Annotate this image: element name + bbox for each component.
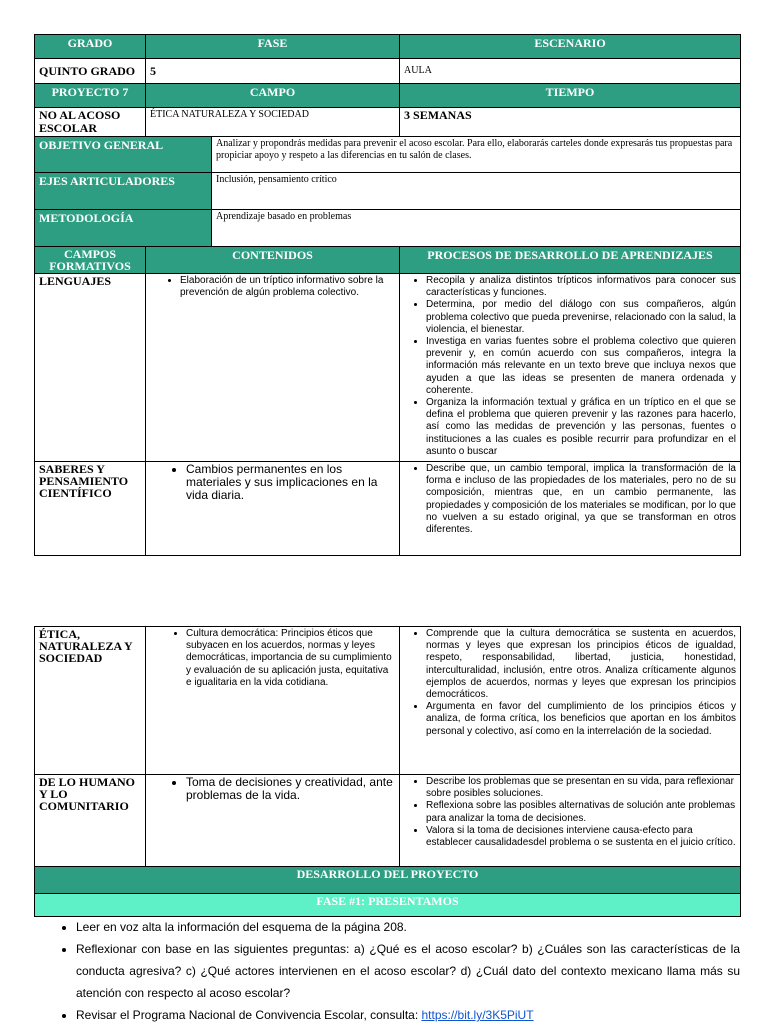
campos-table-1 [34, 246, 741, 556]
proyecto-value: NO AL ACOSO ESCOLAR [35, 108, 146, 137]
campo-header: CAMPO [146, 84, 400, 108]
proceso-item: • Organiza la información textual y gráfica en un tríptico en el que se defina el problema que quieren prevenir y las razones para hacerlo, así como las medidas de prevención y las personas, fuentes o instituciones a las cuales es posible recurrir para profundizar en el asunto o buscar [426, 397, 736, 458]
activity-item: • Leer en voz alta la información del esquema de la página 208. [76, 916, 740, 938]
proceso-item: • Recopila y analiza distintos trípticos informativos para conocer sus características y funciones. [426, 275, 736, 299]
contenido-item: • Toma de decisiones y creatividad, ante problemas de la vida. [186, 776, 395, 802]
contenido-lenguajes [146, 274, 400, 462]
proceso-item: • Describe que, un cambio temporal, implica la transformación de la forma e incluso de las propiedades de los materiales, pero no de su composición, mientras que, en un cambio permanente, las propiedades y composición de los materiales se modifican, por lo que no vuelven a su estado original, ya que se transforman en otros diferentes. [426, 463, 736, 536]
contenido-item: • Cultura democrática: Principios éticos que subyacen en los acuerdos, normas y leyes democráticas, importancia de su cumplimiento y evaluación de su aplicación justa, equitativa e igualitaria en la vida cotidiana. [186, 628, 395, 689]
procesos-etica [400, 627, 741, 775]
metodologia-header: METODOLOGÍA [35, 210, 212, 247]
convivencia-link[interactable]: https://bit.ly/3K5PiUT [421, 1008, 534, 1022]
proyecto-header: PROYECTO 7 [35, 84, 146, 108]
contenido-item: • Elaboración de un tríptico informativo sobre la prevención de algún problema colectivo. [180, 275, 395, 299]
procesos-header: PROCESOS DE DESARROLLO DE APRENDIZAJES [400, 247, 741, 274]
campo-humano: DE LO HUMANO Y LO COMUNITARIO [35, 775, 146, 867]
desarrollo-header: DESARROLLO DEL PROYECTO [35, 867, 741, 894]
fase-header: FASE [146, 35, 400, 59]
activities-list [36, 916, 740, 1026]
procesos-saberes [400, 462, 741, 556]
campos-formativos-header: CAMPOS FORMATIVOS [35, 247, 146, 274]
objetivo-header: OBJETIVO GENERAL [35, 137, 212, 173]
revisar-text: Revisar el Programa Nacional de Convivencia Escolar, consulta: [76, 1008, 422, 1022]
campo-lenguajes: LENGUAJES [35, 274, 146, 462]
metodologia-value: Aprendizaje basado en problemas [212, 210, 741, 247]
proceso-item: • Comprende que la cultura democrática se sustenta en acuerdos, normas y leyes que expresan los principios éticos de igualdad, respeto, responsabilidad, libertad, justicia, honestidad, interculturalidad, inclusión, entre otros. Analiza críticamente algunos ejemplos de acuerdos, normas y leyes que expresan los principios democráticos. [426, 628, 736, 701]
ejes-header: EJES ARTICULADORES [35, 173, 212, 210]
proceso-item: • Valora si la toma de decisiones interviene causa-efecto para establecer causalidadesdel problema o se sustenta en el juicio crítico. [426, 825, 736, 849]
campo-etica: ÉTICA, NATURALEZA Y SOCIEDAD [35, 627, 146, 775]
contenido-item: • Cambios permanentes en los materiales y sus implicaciones en la vida diaria. [186, 463, 395, 502]
proceso-item: • Determina, por medio del diálogo con sus compañeros, algún problema colectivo que pueda prevenirse, relacionado con la salud, la violencia, el bienestar. [426, 299, 736, 336]
tiempo-header: TIEMPO [400, 84, 741, 108]
proceso-item: • Investiga en varias fuentes sobre el problema colectivo que quieren prevenir y, en común acuerdo con sus compañeros, integra la información más relevante en un texto breve que incluya nexos que ayuden a que las ideas se presenten de manera ordenada y coherente. [426, 336, 736, 397]
fase-1-header: FASE #1: PRESENTAMOS [35, 894, 741, 917]
tiempo-value: 3 SEMANAS [400, 108, 741, 137]
fase-value: 5 [146, 59, 400, 84]
activity-item [76, 1004, 740, 1026]
procesos-lenguajes [400, 274, 741, 462]
grado-header: GRADO [35, 35, 146, 59]
campos-table-2 [34, 626, 741, 917]
contenido-etica [146, 627, 400, 775]
contenidos-header: CONTENIDOS [146, 247, 400, 274]
proceso-item: • Argumenta en favor del cumplimiento de los principios éticos y analiza, de forma crítica, los beneficios que aportan en los ámbitos personal y colectivo, así como en la interrelación de la sociedad. [426, 701, 736, 738]
grado-value: QUINTO GRADO [35, 59, 146, 84]
escenario-header: ESCENARIO [400, 35, 741, 59]
campo-value: ÉTICA NATURALEZA Y SOCIEDAD [146, 108, 400, 137]
proceso-item: • Reflexiona sobre las posibles alternativas de solución ante problemas para analizar la toma de decisiones. [426, 800, 736, 824]
proceso-item: • Describe los problemas que se presentan en su vida, para reflexionar sobre posibles soluciones. [426, 776, 736, 800]
contenido-saberes [146, 462, 400, 556]
objetivo-value: Analizar y propondrás medidas para prevenir el acoso escolar. Para ello, elaborarás carteles donde expresarás tus propuestas para propiciar apoyo y respeto a las diferencias en tu salón de clases. [212, 137, 741, 173]
ejes-value: Inclusión, pensamiento crítico [212, 173, 741, 210]
escenario-value: AULA [400, 59, 741, 84]
contenido-humano [146, 775, 400, 867]
campo-saberes: SABERES Y PENSAMIENTO CIENTÍFICO [35, 462, 146, 556]
activity-item: • Reflexionar con base en las siguientes preguntas: a) ¿Qué es el acoso escolar? b) ¿Cuáles son las características de la conducta agresiva? c) ¿Qué actores intervienen en el acoso escolar? d) ¿Cuál dato del contexto mexicano llama más su atención con respecto al acoso escolar? [76, 938, 740, 1004]
project-info-table [34, 34, 741, 247]
procesos-humano [400, 775, 741, 867]
